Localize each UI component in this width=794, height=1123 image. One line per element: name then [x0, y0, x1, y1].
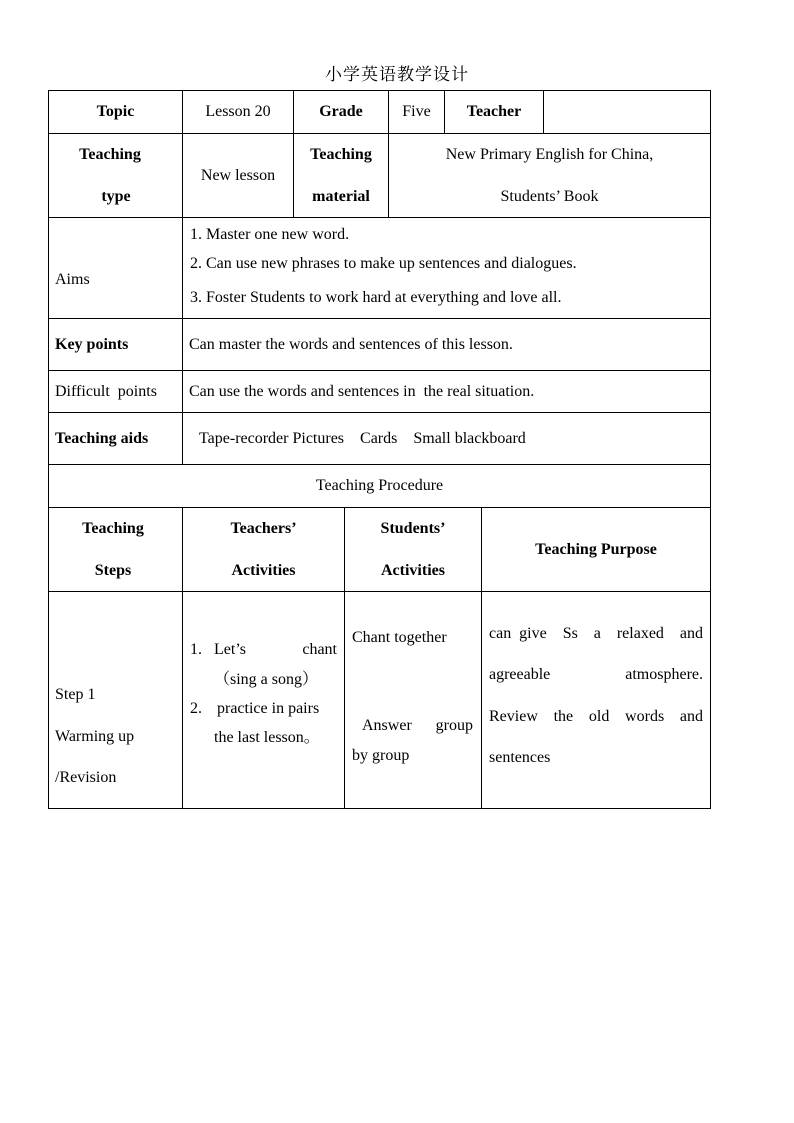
grade-label: Grade	[294, 91, 389, 134]
teaching-type-label	[49, 134, 183, 218]
teaching-type-label-line2: type	[101, 188, 131, 205]
student-activity-2-line2: by group	[352, 747, 410, 764]
teaching-aids-value: Tape-recorder Pictures Cards Small blackboard	[183, 413, 711, 465]
topic-label: Topic	[49, 91, 183, 134]
teaching-type-label-line1: Teaching	[79, 146, 141, 163]
steps-header	[49, 508, 183, 592]
teacher-activity-2-line1: practice in pairs	[217, 700, 320, 717]
teachers-activities-header-line1: Teachers’	[230, 520, 297, 537]
teaching-type-value: New lesson	[183, 134, 294, 218]
teacher-label: Teacher	[445, 91, 544, 134]
aims-label: Aims	[49, 218, 183, 319]
teaching-material-label-line2: material	[312, 188, 370, 205]
teaching-material-label	[294, 134, 389, 218]
step-1-teaching-purpose	[482, 592, 711, 809]
teacher-activity-1-number: 1.	[190, 641, 202, 658]
steps-header-line2: Steps	[94, 562, 132, 579]
steps-header-line1: Teaching	[82, 520, 144, 537]
teacher-activity-2-number: 2.	[190, 700, 202, 717]
students-activities-header-line2: Activities	[381, 562, 445, 579]
step-1-line1: Step 1	[55, 686, 96, 703]
step-1-student-activities	[345, 592, 482, 809]
teachers-activities-header	[183, 508, 345, 592]
step-1-teacher-activities	[183, 592, 345, 809]
purpose-line4: sentences	[489, 749, 551, 766]
student-activity-2-word-a: Answer	[362, 717, 412, 734]
teaching-material-line1: New Primary English for China,	[445, 146, 654, 163]
lesson-plan-table	[48, 90, 711, 809]
purpose-line1: can give Ss a relaxed and	[489, 625, 703, 642]
grade-value: Five	[389, 91, 445, 134]
step-1-line2: Warming up	[55, 728, 135, 745]
topic-value: Lesson 20	[183, 91, 294, 134]
student-activity-1: Chant together	[352, 629, 447, 646]
aims-item: 2. Can use new phrases to make up sentences and dialogues.	[190, 255, 577, 272]
key-points-label: Key points	[49, 319, 183, 371]
teaching-aids-label: Teaching aids	[49, 413, 183, 465]
teaching-purpose-header: Teaching Purpose	[482, 508, 711, 592]
purpose-line2-word-a: agreeable	[489, 666, 551, 683]
teaching-material-value	[389, 134, 711, 218]
key-points-value: Can master the words and sentences of this lesson.	[183, 319, 711, 371]
aims-item: 3. Foster Students to work hard at everything and love all.	[190, 289, 562, 306]
step-1-cell	[49, 592, 183, 809]
teacher-activity-1-note: （sing a song）	[214, 671, 319, 688]
document-title: 小学英语教学设计	[325, 65, 469, 85]
student-activity-2-word-b: group	[435, 717, 473, 734]
aims-list	[183, 218, 711, 319]
procedure-heading: Teaching Procedure	[49, 465, 711, 508]
teaching-material-line2: Students’ Book	[500, 188, 599, 205]
teaching-material-label-line1: Teaching	[310, 146, 372, 163]
difficult-points-label: Difficult points	[49, 371, 183, 413]
purpose-line2-word-b: atmosphere.	[625, 666, 703, 683]
teacher-activity-1-word-b: chant	[302, 641, 337, 658]
purpose-line3: Review the old words and	[489, 708, 703, 725]
step-1-line3: /Revision	[55, 769, 117, 786]
students-activities-header-line1: Students’	[380, 520, 446, 537]
teachers-activities-header-line2: Activities	[231, 562, 296, 579]
students-activities-header	[345, 508, 482, 592]
teacher-activity-2-line2: the last lesson。	[214, 729, 320, 746]
teacher-value	[544, 91, 711, 134]
difficult-points-value: Can use the words and sentences in the real situation.	[183, 371, 711, 413]
teacher-activity-1-word-a: Let’s	[214, 641, 246, 658]
aims-item: 1. Master one new word.	[190, 226, 350, 243]
